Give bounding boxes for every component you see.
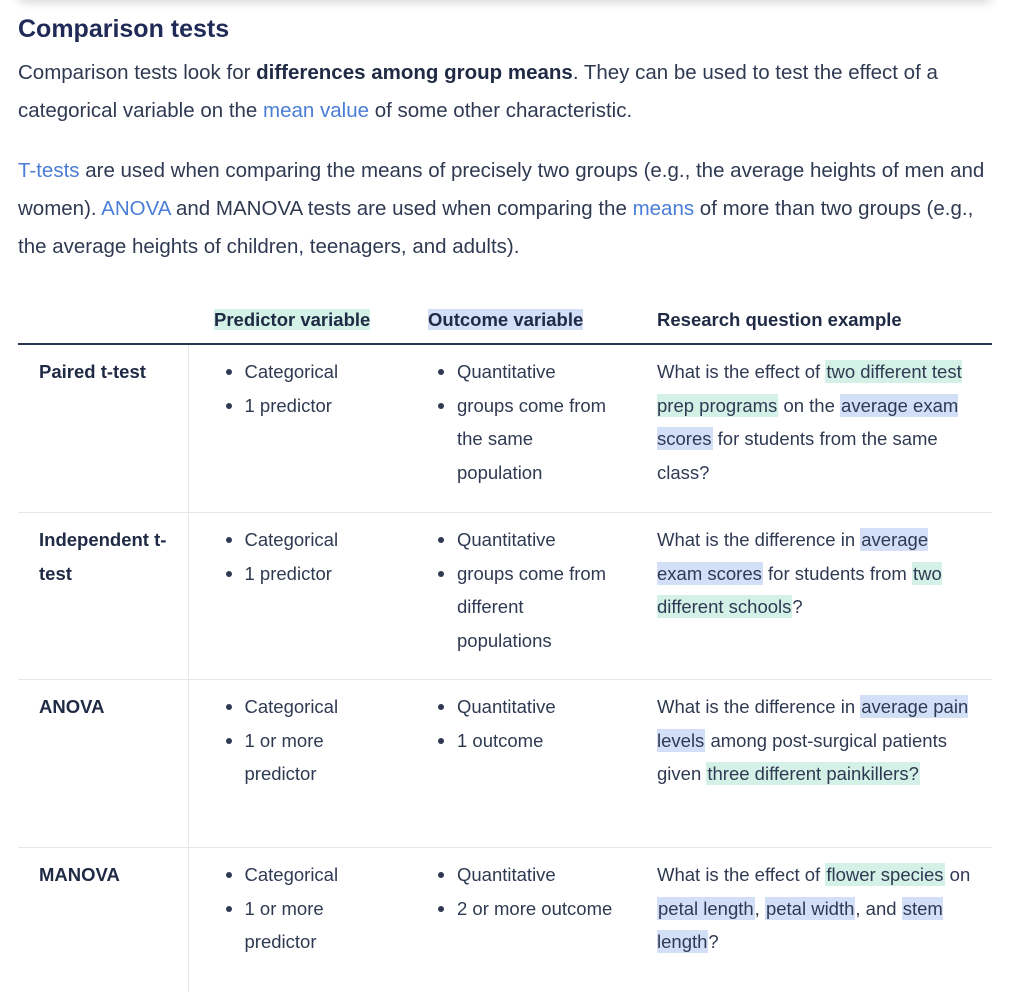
intro-paragraph bbox=[18, 54, 992, 130]
tests-paragraph bbox=[18, 152, 992, 266]
table-row bbox=[18, 680, 992, 848]
tests-text-2: and MANOVA tests are used when comparing the bbox=[170, 197, 632, 220]
outcome-highlight: average pain levels bbox=[657, 695, 968, 752]
test-name: Paired t-test bbox=[18, 344, 188, 513]
question-text: ? bbox=[792, 596, 802, 617]
list-item: 1 predictor bbox=[245, 389, 400, 423]
article-section bbox=[18, 10, 992, 266]
list-item: Quantitative bbox=[457, 690, 620, 724]
question-text: What is the difference in bbox=[657, 529, 860, 550]
list-item: Quantitative bbox=[457, 355, 620, 389]
outcome-cell bbox=[399, 680, 620, 848]
list-item: 1 or more predictor bbox=[245, 892, 400, 959]
list-item: 1 predictor bbox=[245, 557, 400, 591]
intro-text-3: of some other characteristic. bbox=[369, 99, 632, 122]
predictor-highlight: three different painkillers? bbox=[706, 762, 920, 785]
table-row bbox=[18, 344, 992, 513]
outcome-cell bbox=[399, 344, 620, 513]
test-name: ANOVA bbox=[18, 680, 188, 848]
means-link[interactable]: means bbox=[633, 197, 695, 220]
mean-value-link[interactable]: mean value bbox=[263, 99, 369, 122]
outcome-highlight: petal length bbox=[657, 897, 755, 920]
intro-text-2: . They can be used to test the effect of a categorical variable on the bbox=[18, 61, 938, 122]
table-row bbox=[18, 513, 992, 680]
intro-text-1: Comparison tests look for bbox=[18, 61, 256, 84]
question-text: among post-surgical patients given bbox=[657, 730, 947, 785]
list-item: Categorical bbox=[245, 355, 400, 389]
predictor-highlight: flower species bbox=[825, 863, 944, 886]
question-cell bbox=[620, 848, 992, 992]
question-text: , bbox=[755, 898, 765, 919]
intro-bold-text: differences among group means bbox=[256, 61, 573, 84]
question-cell bbox=[620, 344, 992, 513]
question-text: , and bbox=[855, 898, 901, 919]
outcome-highlight: stem length bbox=[657, 897, 943, 954]
question-text: What is the effect of bbox=[657, 864, 825, 885]
list-item: 1 outcome bbox=[457, 724, 620, 758]
predictor-cell bbox=[188, 680, 399, 848]
predictor-cell bbox=[188, 513, 399, 680]
anova-link[interactable]: ANOVA bbox=[101, 197, 170, 220]
question-text: on bbox=[945, 864, 971, 885]
predictor-highlight: two different schools bbox=[657, 562, 942, 619]
question-text: for students from bbox=[763, 563, 912, 584]
outcome-cell bbox=[399, 513, 620, 680]
table-row bbox=[18, 848, 992, 992]
tests-text-3: of more than two groups (e.g., the average heights of children, teenagers, and adults). bbox=[18, 197, 973, 258]
question-text: ? bbox=[708, 931, 718, 952]
question-cell bbox=[620, 513, 992, 680]
list-item: Categorical bbox=[245, 523, 400, 557]
header-empty bbox=[18, 297, 188, 344]
list-item: groups come from the same population bbox=[457, 389, 620, 490]
list-item: Quantitative bbox=[457, 523, 620, 557]
header-question: Research question example bbox=[620, 297, 992, 344]
section-heading: Comparison tests bbox=[18, 10, 992, 48]
predictor-cell bbox=[188, 344, 399, 513]
outcome-highlight: average exam scores bbox=[657, 394, 958, 451]
outcome-highlight: petal width bbox=[765, 897, 855, 920]
t-tests-link[interactable]: T-tests bbox=[18, 159, 80, 182]
question-text: for students from the same class? bbox=[657, 428, 938, 483]
header-outcome bbox=[399, 297, 620, 344]
question-text: What is the effect of bbox=[657, 361, 825, 382]
question-text: on the bbox=[778, 395, 840, 416]
table-header-row bbox=[18, 297, 992, 344]
question-cell bbox=[620, 680, 992, 848]
tests-text-1: are used when comparing the means of precisely two groups (e.g., the average heights of men and women). bbox=[18, 159, 984, 220]
test-name: Independent t-test bbox=[18, 513, 188, 680]
list-item: 2 or more outcome bbox=[457, 892, 620, 926]
predictor-cell bbox=[188, 848, 399, 992]
list-item: Categorical bbox=[245, 690, 400, 724]
header-predictor-label: Predictor variable bbox=[214, 309, 370, 330]
test-name: MANOVA bbox=[18, 848, 188, 992]
list-item: Quantitative bbox=[457, 858, 620, 892]
predictor-highlight: two different test prep programs bbox=[657, 360, 962, 417]
list-item: groups come from different populations bbox=[457, 557, 620, 658]
header-outcome-label: Outcome variable bbox=[428, 309, 583, 330]
comparison-tests-table bbox=[18, 297, 992, 992]
list-item: 1 or more predictor bbox=[245, 724, 400, 791]
list-item: Categorical bbox=[245, 858, 400, 892]
outcome-cell bbox=[399, 848, 620, 992]
header-predictor bbox=[188, 297, 399, 344]
outcome-highlight: average exam scores bbox=[657, 528, 928, 585]
question-text: What is the difference in bbox=[657, 696, 860, 717]
